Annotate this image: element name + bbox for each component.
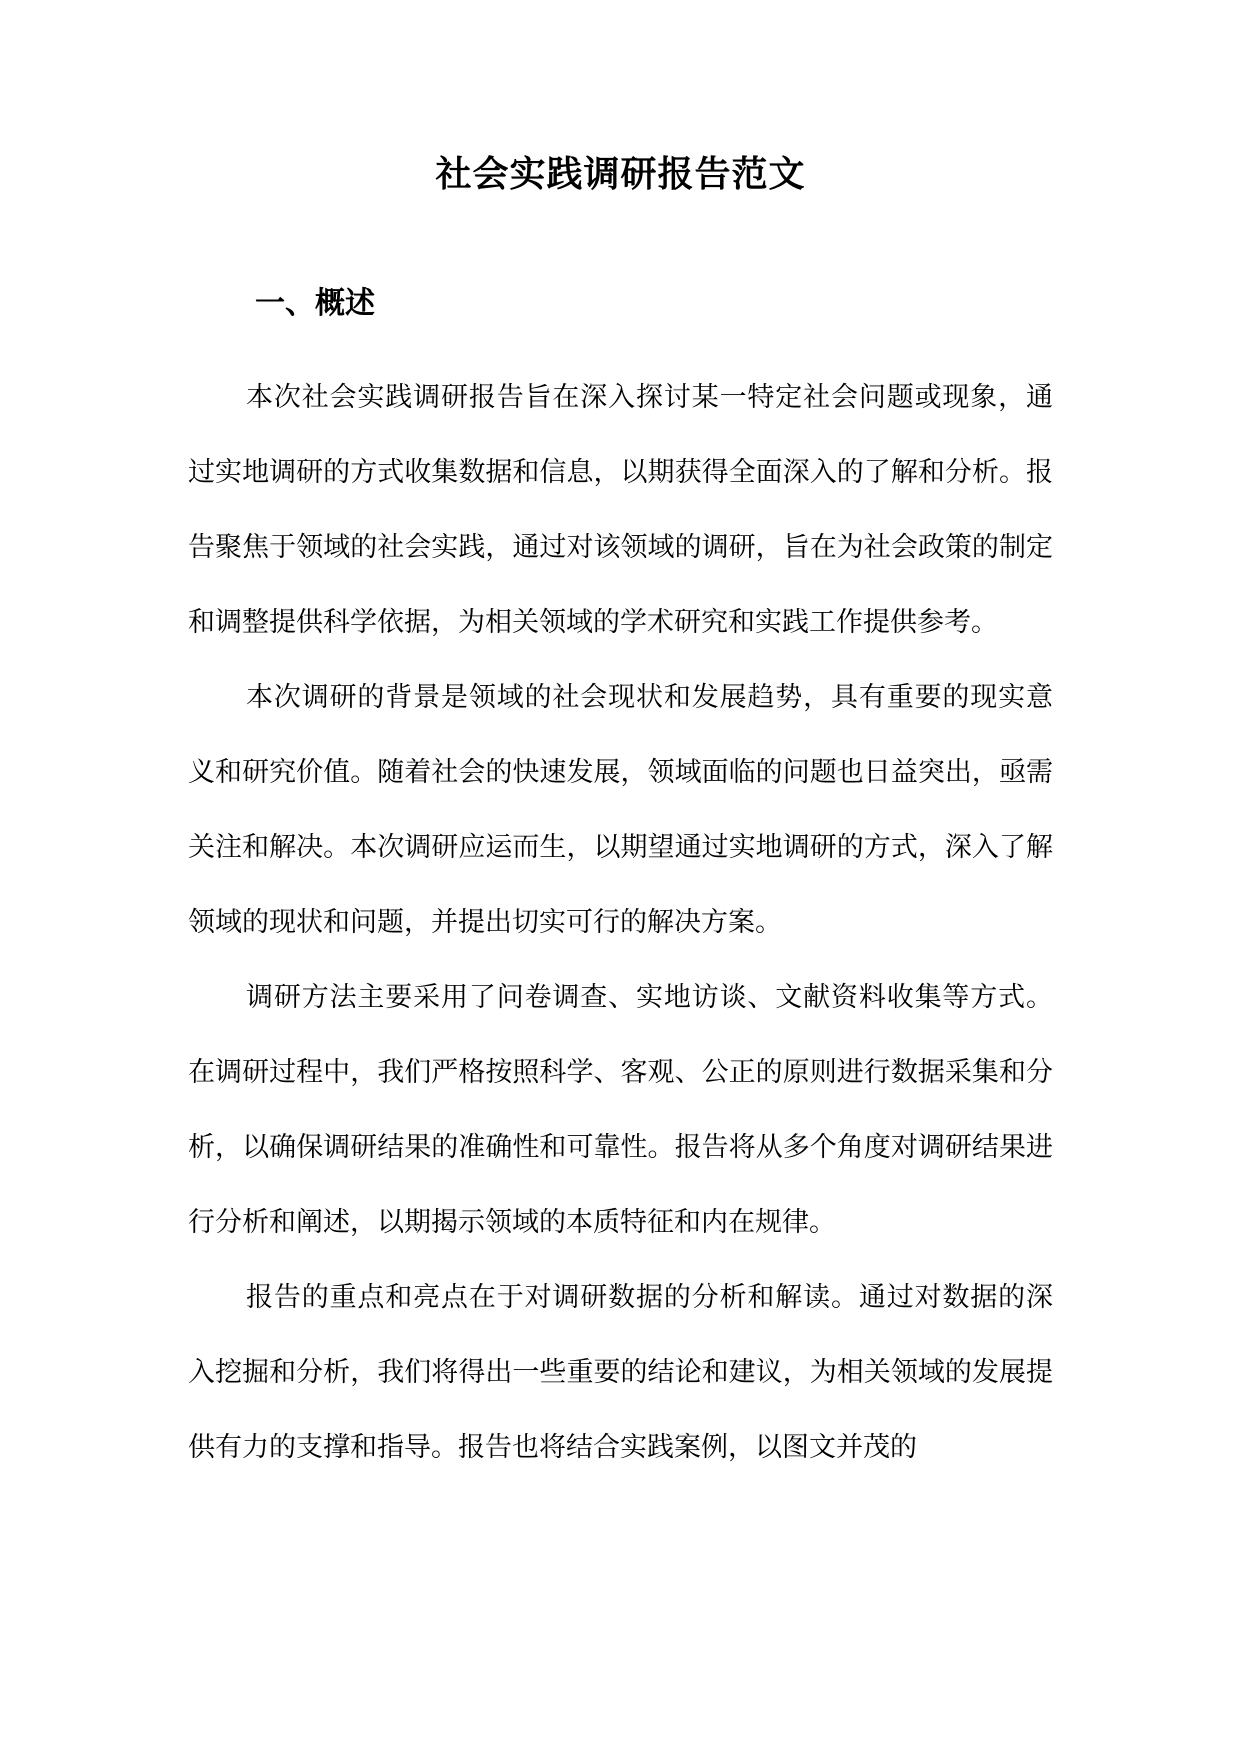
body-text <box>188 360 1053 1485</box>
paragraph: 本次社会实践调研报告旨在深入探讨某一特定社会问题或现象，通过实地调研的方式收集数据和信息，以期获得全面深入的了解和分析。报告聚焦于领域的社会实践，通过对该领域的调研，旨在为社会政策的制定和调整提供科学依据，为相关领域的学术研究和实践工作提供参考。 <box>188 382 1053 638</box>
document-title: 社会实践调研报告范文 <box>435 154 806 195</box>
paragraph: 报告的重点和亮点在于对调研数据的分析和解读。通过对数据的深入挖掘和分析，我们将得出一些重要的结论和建议，为相关领域的发展提供有力的支撑和指导。报告也将结合实践案例，以图文并茂的 <box>188 1282 1053 1463</box>
paragraph: 调研方法主要采用了问卷调查、实地访谈、文献资料收集等方式。在调研过程中，我们严格按照科学、客观、公正的原则进行数据采集和分析，以确保调研结果的准确性和可靠性。报告将从多个角度对调研结果进行分析和阐述，以期揭示领域的本质特征和内在规律。 <box>188 982 1053 1238</box>
paragraph: 本次调研的背景是领域的社会现状和发展趋势，具有重要的现实意义和研究价值。随着社会的快速发展，领域面临的问题也日益突出，亟需关注和解决。本次调研应运而生，以期望通过实地调研的方式，深入了解领域的现状和问题，并提出切实可行的解决方案。 <box>188 682 1053 938</box>
section-heading: 一、概述 <box>255 286 375 321</box>
